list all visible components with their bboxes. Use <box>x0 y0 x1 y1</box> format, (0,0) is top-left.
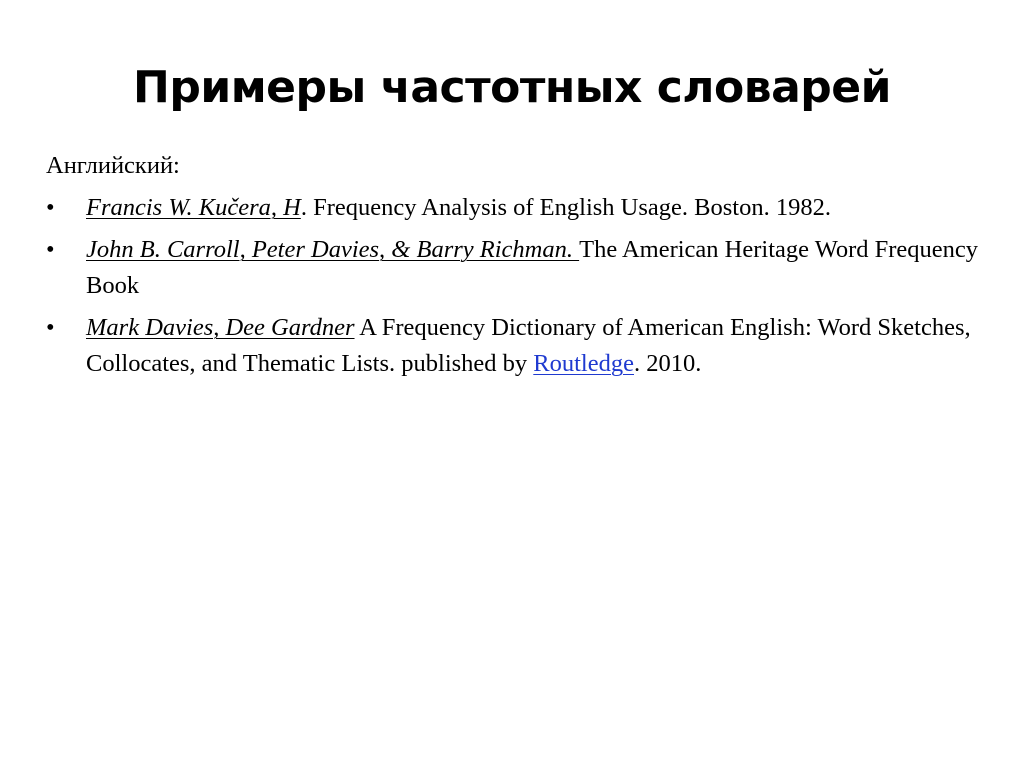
reference-item <box>46 232 1012 304</box>
reference-authors: John B. Carroll, Peter Davies, & Barry Richman. <box>86 236 580 263</box>
routledge-link[interactable]: Routledge <box>533 350 634 377</box>
reference-text-after: . 2010. <box>634 350 702 377</box>
reference-list <box>46 190 1012 382</box>
bullet: • <box>46 236 55 263</box>
slide-body <box>46 148 1012 388</box>
intro-text: Английский: <box>46 152 180 179</box>
bullet: • <box>46 314 55 341</box>
reference-authors: Mark Davies, Dee Gardner <box>86 314 355 341</box>
reference-authors: Francis W. Kučera, H <box>86 194 301 221</box>
reference-item <box>46 190 1012 226</box>
bullet: • <box>46 194 55 221</box>
reference-item <box>46 310 1012 382</box>
reference-text: . Frequency Analysis of English Usage. Boston. 1982. <box>300 194 831 221</box>
slide-title: Примеры частотных словарей <box>133 62 891 113</box>
reference-text: The American Heritage Word Frequency Book <box>86 236 979 299</box>
reference-text: A Frequency Dictionary of American English: Word Sketches, Collocates, and Thematic Lists. published by <box>86 314 971 377</box>
